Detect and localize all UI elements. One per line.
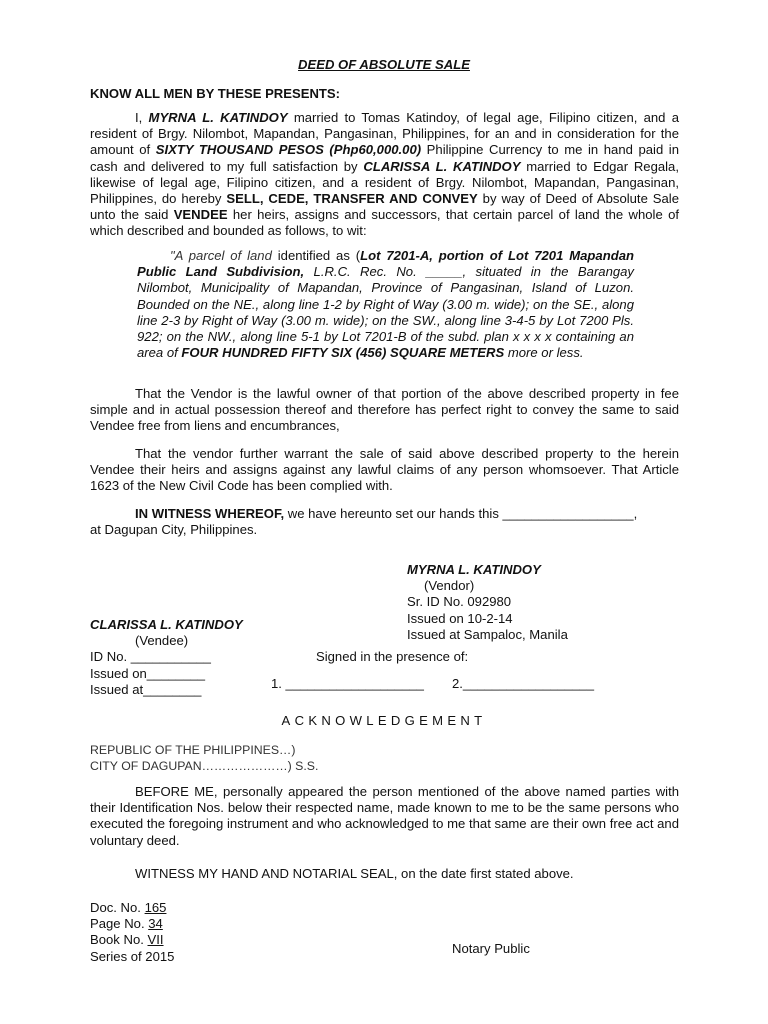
description-text-2: identified as ( — [271, 248, 361, 263]
book-number — [90, 932, 174, 948]
description-text-1: "A parcel of land — [170, 248, 272, 263]
acknowledgement-heading: ACKNOWLEDGEMENT — [281, 713, 487, 728]
notary-register — [90, 900, 174, 965]
warranty-paragraph — [90, 446, 679, 495]
witness-paragraph — [90, 506, 679, 538]
intro-vendee-word: VENDEE — [173, 207, 228, 223]
vendee-name: CLARISSA L. KATINDOY — [90, 617, 243, 632]
before-me-paragraph — [90, 784, 679, 849]
page-label: Page No. — [90, 916, 149, 932]
intro-text-1: I, — [135, 110, 149, 125]
owner-paragraph — [90, 386, 679, 435]
intro-text-3: Philippine Currency to me in hand paid in cash and delivered to my full satisfaction by — [90, 142, 679, 174]
vendee-issued-at: Issued at________ — [90, 681, 202, 697]
series-year: Series of 2015 — [90, 948, 175, 964]
page-value: 34 — [148, 916, 163, 932]
intro-amount: SIXTY THOUSAND PESOS (Php60,000.00) — [155, 142, 422, 158]
vendee-id: ID No. ___________ — [90, 649, 211, 665]
vendor-issued-on: Issued on 10-2-14 — [407, 610, 513, 626]
description-text-3: L.R.C. Rec. No. _____, situated in the Barangay Nilombot, Municipality of Mapandan, Province of Pangasinan, Island of Luzon. Bounded on the NE., along line 1-2 by Right of Way (3.00 m. wide); on the SE., along line 2-3 by Right of Way (3.00 m. wide); on the SW., along line 3-4-5 by Lot 7200 Pls. 922; on the NW., along line 5-1 by Lot 7201-B of the subd. plan x x x x containing an area of — [137, 264, 634, 361]
vendee-role: (Vendee) — [135, 633, 189, 649]
book-label: Book No. — [90, 932, 148, 948]
intro-text-5: by way of Deed of Absolute Sale unto the said — [90, 191, 679, 223]
vendor-id: Sr. ID No. 092980 — [407, 594, 512, 610]
description-text-4: more or less. — [504, 345, 584, 361]
vendor-name: MYRNA L. KATINDOY — [407, 562, 541, 577]
document-title: DEED OF ABSOLUTE SALE — [298, 57, 470, 72]
doc-label: Doc. No. — [90, 900, 145, 915]
intro-action: SELL, CEDE, TRANSFER AND CONVEY — [226, 191, 478, 207]
intro-vendee-name: CLARISSA L. KATINDOY — [363, 158, 521, 174]
intro-text-2: married to Tomas Katindoy, of legal age, Filipino citizen, and a resident of Brgy. Nilombot, Mapandan, Pangasinan, Philippines, for an and in consideration for the amount of — [90, 110, 679, 158]
intro-paragraph — [90, 110, 679, 240]
opening-line: KNOW ALL MEN BY THESE PRESENTS: — [90, 86, 341, 101]
vendee-signature-block — [90, 617, 243, 698]
owner-text: That the Vendor is the lawful owner of that portion of the above described property in fee simple and in actual possession thereof and therefore has perfect right to convey the same to said Vendee free from liens and encumbrances, — [90, 386, 679, 434]
presence-label: Signed in the presence of: — [316, 649, 469, 664]
vendor-role: (Vendor) — [424, 578, 475, 594]
notarial-seal-text: WITNESS MY HAND AND NOTARIAL SEAL, on the date first stated above. — [135, 866, 574, 881]
vendor-issued-at: Issued at Sampaloc, Manila — [407, 626, 568, 642]
witness-text: we have hereunto set our hands this __________________, — [284, 506, 638, 521]
doc-number — [90, 900, 174, 916]
doc-value: 165 — [144, 900, 167, 915]
warranty-text: That the vendor further warrant the sale of said above described property to the herein Vendee their heirs and assigns against any lawful claims of any person whomsoever. That Article 1623 of the New Civil Code has been complied with. — [90, 446, 679, 494]
book-value: VII — [147, 932, 164, 948]
description-lot: Lot 7201-A, portion of Lot 7201 Mapandan Public Land Subdivision, — [137, 248, 634, 280]
page-number — [90, 916, 174, 932]
vendee-issued-on: Issued on________ — [90, 665, 206, 681]
venue-republic: REPUBLIC OF THE PHILIPPINES…) — [90, 743, 296, 757]
property-description — [137, 248, 634, 361]
description-area: FOUR HUNDRED FIFTY SIX (456) SQUARE METERS — [181, 345, 505, 361]
intro-text-4: married to Edgar Regala, likewise of legal age, Filipino citizen, and a resident of Brgy. Nilombot, Mapandan, Pangasinan, Philippines, do hereby — [90, 158, 679, 207]
witness-place: at Dagupan City, Philippines. — [90, 522, 258, 538]
notary-public-label: Notary Public — [452, 941, 530, 956]
witness-signature-2: 2.__________________ — [452, 676, 594, 691]
intro-vendor-name: MYRNA L. KATINDOY — [148, 110, 288, 125]
witness-lead: IN WITNESS WHEREOF, — [135, 506, 285, 521]
venue-city: CITY OF DAGUPAN…………………) S.S. — [90, 759, 319, 773]
intro-text-6: her heirs, assigns and successors, that certain parcel of land the whole of which described and bounded as follows, to wit: — [90, 207, 679, 239]
before-me-text: BEFORE ME, personally appeared the person mentioned of the above named parties with their Identification Nos. below their respected name, made known to me to be the same persons who executed the foregoing instrument and who acknowledged to me that same are their own free act and voluntary deed. — [90, 784, 679, 848]
witness-signature-1: 1. ___________________ — [271, 676, 424, 691]
notarial-seal-paragraph — [90, 866, 679, 882]
vendor-signature-block — [407, 562, 568, 643]
